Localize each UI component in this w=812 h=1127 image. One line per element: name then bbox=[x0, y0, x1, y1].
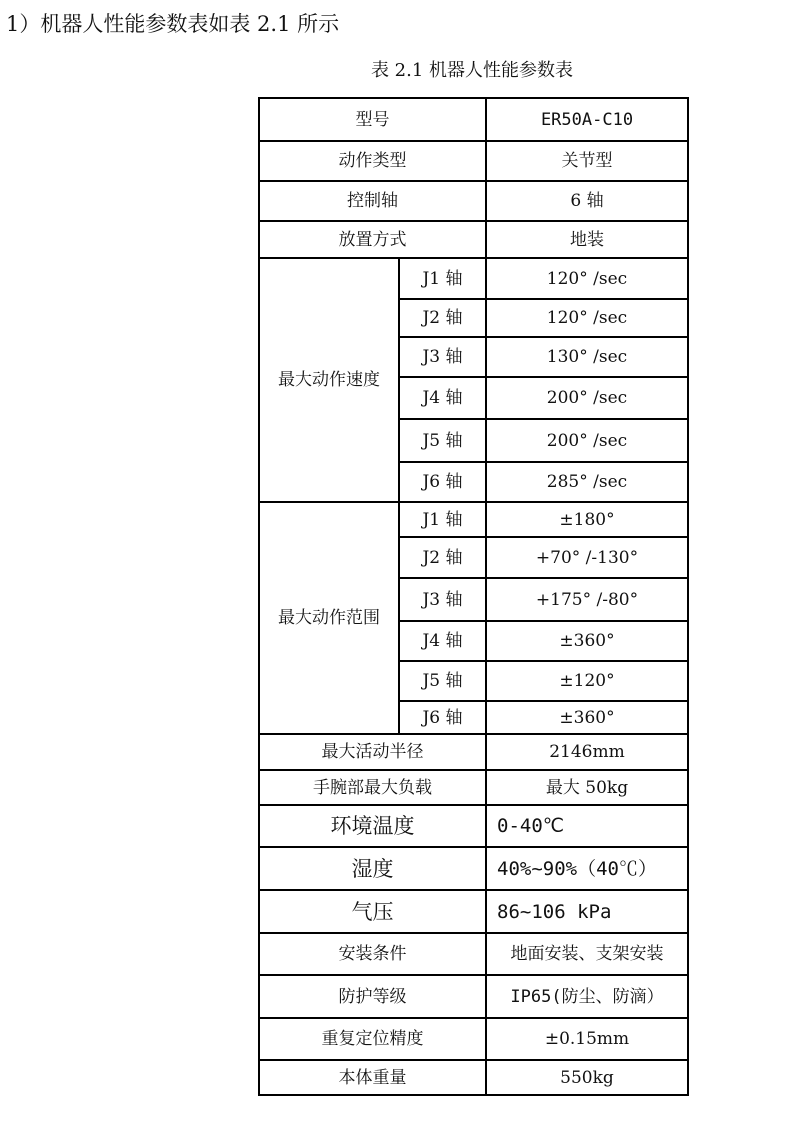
table-row bbox=[259, 98, 688, 141]
table-row bbox=[259, 1018, 688, 1060]
axis-value: ±360° bbox=[486, 621, 688, 661]
table-row bbox=[259, 258, 688, 299]
param-label: 防护等级 bbox=[259, 975, 486, 1018]
param-label: 湿度 bbox=[259, 847, 486, 890]
param-label: 放置方式 bbox=[259, 221, 486, 258]
axis-label: J4 轴 bbox=[399, 621, 486, 661]
param-label: 手腕部最大负载 bbox=[259, 770, 486, 805]
axis-value: 285° /sec bbox=[486, 462, 688, 502]
speed-group-label bbox=[259, 258, 399, 502]
param-value: 550kg bbox=[486, 1060, 688, 1095]
axis-label: J3 轴 bbox=[399, 578, 486, 621]
axis-value: ±120° bbox=[486, 661, 688, 701]
axis-value: 120° /sec bbox=[486, 299, 688, 337]
table-row bbox=[259, 141, 688, 181]
param-label: 控制轴 bbox=[259, 181, 486, 221]
table-caption: 表 2.1 机器人性能参数表 bbox=[370, 60, 574, 81]
axis-value: 130° /sec bbox=[486, 337, 688, 377]
param-value: 6 轴 bbox=[486, 181, 688, 221]
table-row bbox=[259, 890, 688, 933]
range-group-label bbox=[259, 502, 399, 734]
axis-value: ±360° bbox=[486, 701, 688, 734]
axis-value: 120° /sec bbox=[486, 258, 688, 299]
axis-label: J6 轴 bbox=[399, 462, 486, 502]
section-heading: 1）机器人性能参数表如表 2.1 所示 bbox=[6, 12, 340, 36]
axis-label: J2 轴 bbox=[399, 299, 486, 337]
axis-label: J6 轴 bbox=[399, 701, 486, 734]
param-label: 动作类型 bbox=[259, 141, 486, 181]
param-value: 最大 50kg bbox=[486, 770, 688, 805]
param-label: 安装条件 bbox=[259, 933, 486, 975]
param-value: ±0.15mm bbox=[486, 1018, 688, 1060]
table-row bbox=[259, 221, 688, 258]
param-label: 最大活动半径 bbox=[259, 734, 486, 770]
table-row bbox=[259, 770, 688, 805]
robot-performance-table bbox=[258, 97, 689, 1096]
param-label: 本体重量 bbox=[259, 1060, 486, 1095]
param-value: 0-40℃ bbox=[486, 805, 688, 847]
table-row bbox=[259, 181, 688, 221]
axis-label: J5 轴 bbox=[399, 661, 486, 701]
param-label: 气压 bbox=[259, 890, 486, 933]
param-label: 型号 bbox=[259, 98, 486, 141]
param-value: 86~106 kPa bbox=[486, 890, 688, 933]
speed-group-text: 最大动作速度 bbox=[278, 370, 380, 390]
axis-value: 200° /sec bbox=[486, 419, 688, 462]
axis-label: J5 轴 bbox=[399, 419, 486, 462]
range-group-text: 最大动作范围 bbox=[278, 608, 380, 628]
param-value: ER50A-C10 bbox=[486, 98, 688, 141]
param-value: 地装 bbox=[486, 221, 688, 258]
table-row bbox=[259, 975, 688, 1018]
axis-value: +175° /-80° bbox=[486, 578, 688, 621]
axis-label: J4 轴 bbox=[399, 377, 486, 419]
table-row bbox=[259, 805, 688, 847]
table-row bbox=[259, 847, 688, 890]
table-row bbox=[259, 1060, 688, 1095]
axis-value: ±180° bbox=[486, 502, 688, 537]
param-value: 2146mm bbox=[486, 734, 688, 770]
table-row bbox=[259, 933, 688, 975]
param-value: 地面安装、支架安装 bbox=[486, 933, 688, 975]
param-label: 环境温度 bbox=[259, 805, 486, 847]
param-label: 重复定位精度 bbox=[259, 1018, 486, 1060]
axis-label: J1 轴 bbox=[399, 502, 486, 537]
axis-label: J2 轴 bbox=[399, 537, 486, 578]
param-value: 40%~90%（40℃） bbox=[486, 847, 688, 890]
axis-value: +70° /-130° bbox=[486, 537, 688, 578]
axis-value: 200° /sec bbox=[486, 377, 688, 419]
param-value: 关节型 bbox=[486, 141, 688, 181]
axis-label: J3 轴 bbox=[399, 337, 486, 377]
table-row bbox=[259, 502, 688, 537]
axis-label: J1 轴 bbox=[399, 258, 486, 299]
table-row bbox=[259, 734, 688, 770]
param-value: IP65(防尘、防滴） bbox=[486, 975, 688, 1018]
